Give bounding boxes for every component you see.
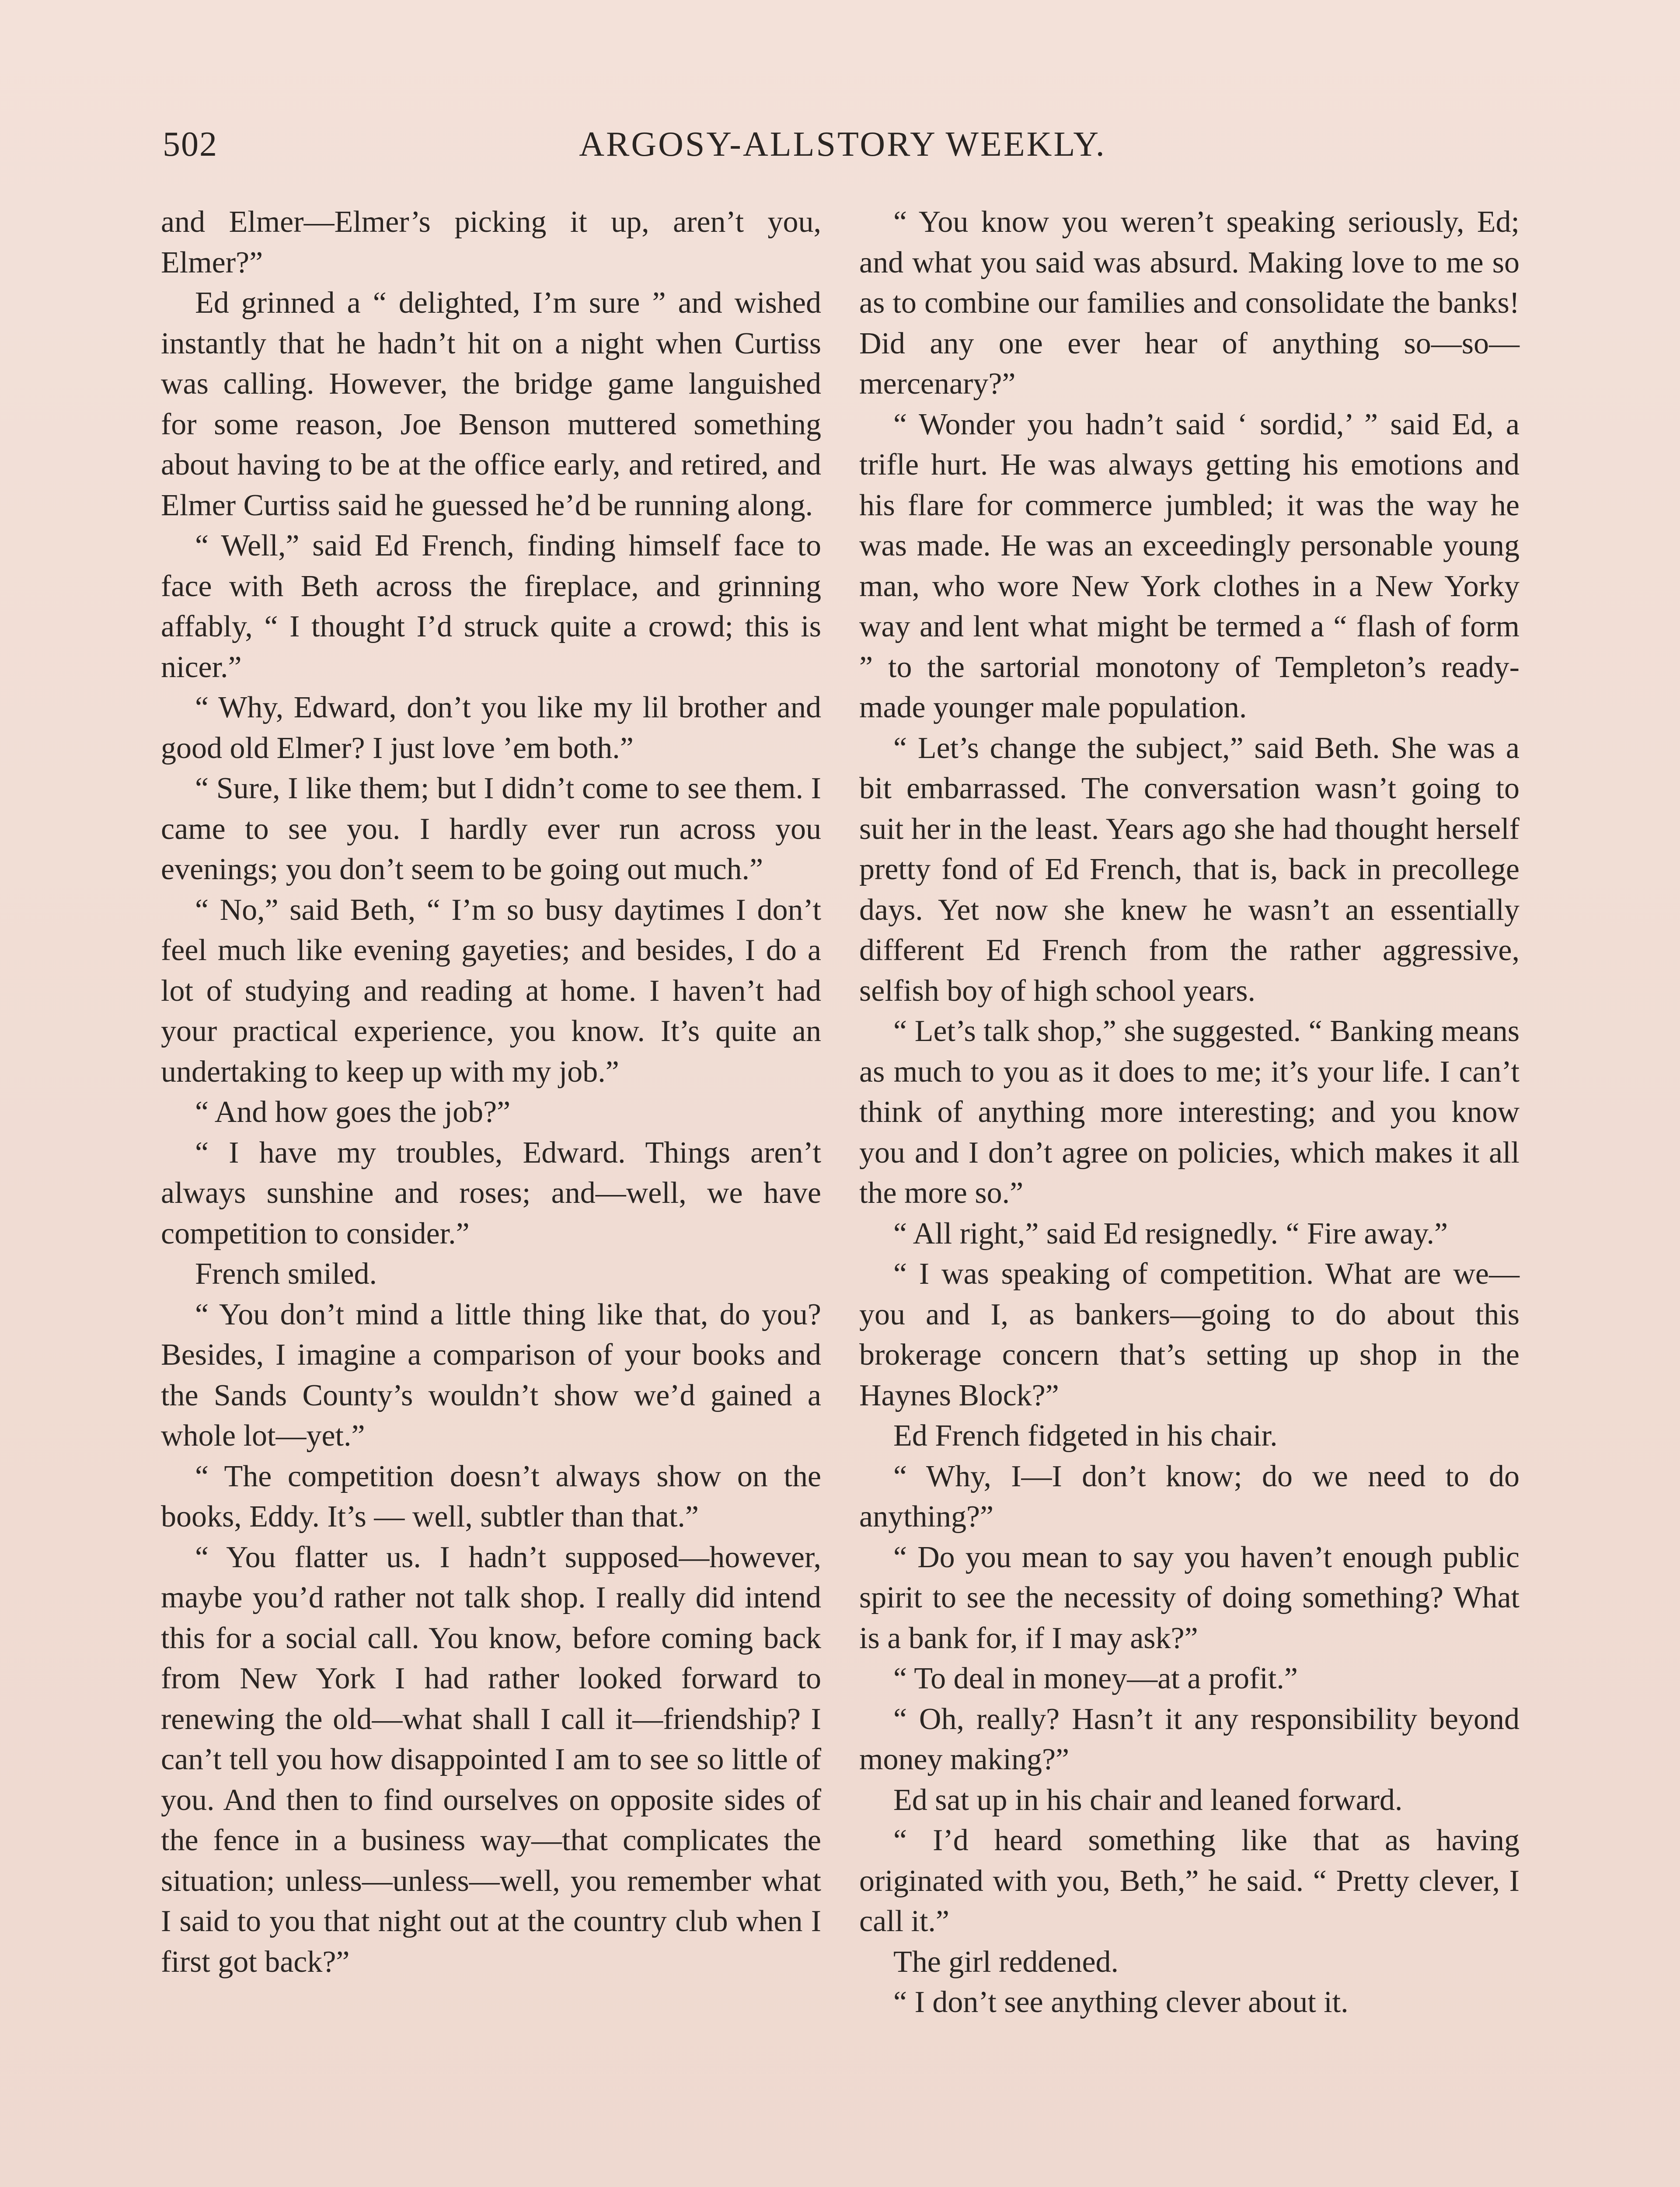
- paragraph: “ I’d heard something like that as having originated with you, Beth,” he said. “ Pretty clever, I call it.”: [859, 1824, 1520, 1938]
- running-title: ARGOSY-ALLSTORY WEEKLY.: [579, 125, 1106, 164]
- paragraph: “ No,” said Beth, “ I’m so busy daytimes I don’t feel much like evening gayeties; and besides, I do a lot of studying and reading at home. I haven’t had your practical experience, you know. It’s quite an undertaking to keep up with my job.”: [161, 893, 821, 1089]
- paragraph: Ed grinned a “ delighted, I’m sure ” and wished instantly that he hadn’t hit on a night when Curtiss was calling. However, the bridge game languished for some reason, Joe Benson muttered something about having to be at the office early, and retired, and Elmer Curtiss said he guessed he’d be running along.: [161, 286, 821, 522]
- paragraph: “ Let’s change the subject,” said Beth. She was a bit embarrassed. The conversation wasn’t going to suit her in the least. Years ago she had thought herself pretty fond of Ed French, that is, back in precollege days. Yet now she knew he wasn’t an essentially different Ed French from the rather aggressive, selfish boy of high school years.: [859, 731, 1520, 1008]
- paragraph: “ Sure, I like them; but I didn’t come to see them. I came to see you. I hardly ever run across you evenings; you don’t seem to be going out much.”: [161, 772, 821, 886]
- page-number: 502: [163, 125, 218, 164]
- paragraph: “ Why, I—I don’t know; do we need to do anything?”: [859, 1459, 1520, 1534]
- paragraph: “ Oh, really? Hasn’t it any responsibility beyond money making?”: [859, 1702, 1520, 1776]
- paragraph: French smiled.: [195, 1257, 377, 1291]
- paragraph: “ I was speaking of competition. What are we—you and I, as bankers—going to do about this brokerage concern that’s setting up shop in the Haynes Block?”: [859, 1257, 1520, 1412]
- paragraph: “ Do you mean to say you haven’t enough public spirit to see the necessity of doing something? What is a bank for, if I may ask?”: [859, 1540, 1520, 1655]
- paragraph: The girl reddened.: [893, 1945, 1119, 1979]
- paragraph: “ To deal in money—at a profit.”: [893, 1662, 1298, 1695]
- right-column: [859, 202, 1520, 2023]
- paragraph: “ All right,” said Ed resignedly. “ Fire away.”: [893, 1216, 1448, 1251]
- paragraph: “ Why, Edward, don’t you like my lil brother and good old Elmer? I just love ’em both.”: [161, 691, 821, 765]
- paragraph: “ You know you weren’t speaking seriously, Ed; and what you said was absurd. Making love to me so as to combine our families and consolidate the banks! Did any one ever hear of anything so—so—mercenary?”: [859, 205, 1520, 401]
- left-column: [161, 202, 821, 1982]
- paragraph: “ I have my troubles, Edward. Things aren’t always sunshine and roses; and—well, we have competition to consider.”: [161, 1135, 821, 1251]
- paragraph: “ Let’s talk shop,” she suggested. “ Banking means as much to you as it does to me; it’s your life. I can’t think of anything more interesting; and you know you and I don’t agree on policies, which makes it all the more so.”: [859, 1014, 1520, 1210]
- paragraph: “ Wonder you hadn’t said ‘ sordid,’ ” said Ed, a trifle hurt. He was always getting his emotions and his flare for commerce jumbled; it was the way he was made. He was an exceedingly personable young man, who wore New York clothes in a New Yorky way and lent what might be termed a “ flash of form ” to the sartorial monotony of Templeton’s ready-made younger male population.: [859, 407, 1520, 724]
- paragraph: “ Well,” said Ed French, finding himself face to face with Beth across the fireplace, and grinning affably, “ I thought I’d struck quite a crowd; this is nicer.”: [161, 529, 821, 684]
- paragraph: “ And how goes the job?”: [195, 1095, 511, 1129]
- paragraph: Ed French fidgeted in his chair.: [893, 1419, 1278, 1453]
- page-header: [163, 125, 1523, 173]
- paragraph: and Elmer—Elmer’s picking it up, aren’t you, Elmer?”: [161, 205, 821, 279]
- paragraph: Ed sat up in his chair and leaned forward.: [893, 1783, 1403, 1817]
- paragraph: “ You flatter us. I hadn’t supposed—however, maybe you’d rather not talk shop. I really did intend this for a social call. You know, before coming back from New York I had rather looked forward to renewing the old—what shall I call it—friendship? I can’t tell you how disappointed I am to see so little of you. And then to find ourselves on opposite sides of the fence in a business way—that complicates the situation; unless—unless—well, you remember what I said to you that night out at the country club when I first got back?”: [161, 1540, 821, 1979]
- paragraph: “ The competition doesn’t always show on the books, Eddy. It’s — well, subtler than that.”: [161, 1459, 821, 1534]
- paragraph: “ You don’t mind a little thing like that, do you? Besides, I imagine a comparison of your books and the Sands County’s wouldn’t show we’d gained a whole lot—yet.”: [161, 1297, 821, 1453]
- paragraph: “ I don’t see anything clever about it.: [893, 1985, 1349, 2019]
